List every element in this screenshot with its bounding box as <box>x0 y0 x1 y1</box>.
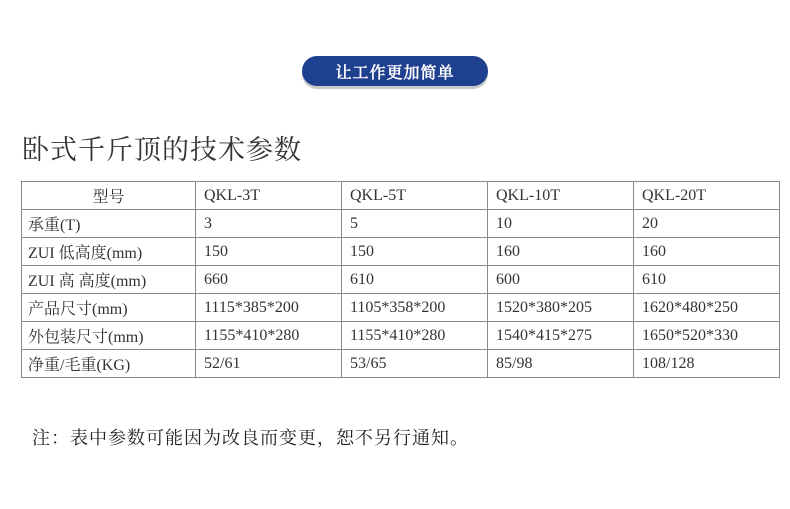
table-cell: 660 <box>196 266 342 294</box>
table-cell: 160 <box>488 238 634 266</box>
row-label-cell: 净重/毛重(KG) <box>22 350 196 378</box>
table-cell: 610 <box>342 266 488 294</box>
row-label-cell: 外包装尺寸(mm) <box>22 322 196 350</box>
table-cell: 160 <box>634 238 780 266</box>
table-cell: 108/128 <box>634 350 780 378</box>
table-cell: 1115*385*200 <box>196 294 342 322</box>
table-cell: 52/61 <box>196 350 342 378</box>
slogan-text: 让工作更加简单 <box>335 62 455 82</box>
model-header-cell: QKL-20T <box>634 182 780 210</box>
slogan-banner <box>302 56 488 86</box>
table-cell: 5 <box>342 210 488 238</box>
table-cell: 150 <box>342 238 488 266</box>
table-cell: 600 <box>488 266 634 294</box>
table-row <box>22 238 780 266</box>
row-label-cell: 产品尺寸(mm) <box>22 294 196 322</box>
model-header-cell: QKL-5T <box>342 182 488 210</box>
table-cell: 1520*380*205 <box>488 294 634 322</box>
row-label-cell: ZUI 高 高度(mm) <box>22 266 196 294</box>
table-cell: 1650*520*330 <box>634 322 780 350</box>
table-row <box>22 210 780 238</box>
table-header-row <box>22 182 780 210</box>
table-row <box>22 266 780 294</box>
header-label-cell: 型号 <box>22 182 196 210</box>
row-label-cell: 承重(T) <box>22 210 196 238</box>
model-header-cell: QKL-3T <box>196 182 342 210</box>
table-cell: 85/98 <box>488 350 634 378</box>
table-cell: 20 <box>634 210 780 238</box>
model-header-cell: QKL-10T <box>488 182 634 210</box>
table-cell: 1620*480*250 <box>634 294 780 322</box>
table-cell: 1155*410*280 <box>196 322 342 350</box>
table-cell: 10 <box>488 210 634 238</box>
spec-table <box>21 181 780 378</box>
table-cell: 1105*358*200 <box>342 294 488 322</box>
footnote: 注：表中参数可能因为改良而变更，恕不另行通知。 <box>32 428 469 449</box>
table-cell: 1540*415*275 <box>488 322 634 350</box>
table-cell: 150 <box>196 238 342 266</box>
table-row <box>22 294 780 322</box>
table-cell: 1155*410*280 <box>342 322 488 350</box>
row-label-cell: ZUI 低高度(mm) <box>22 238 196 266</box>
table-cell: 610 <box>634 266 780 294</box>
table-cell: 53/65 <box>342 350 488 378</box>
page-title: 卧式千斤顶的技术参数 <box>22 135 302 166</box>
table-row <box>22 322 780 350</box>
table-cell: 3 <box>196 210 342 238</box>
table-row <box>22 350 780 378</box>
